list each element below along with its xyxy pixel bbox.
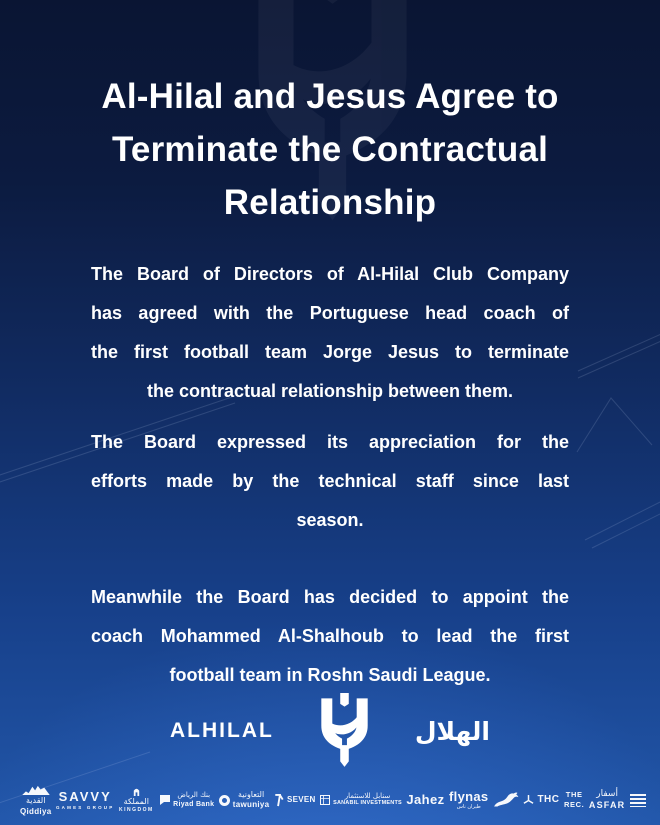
paragraph-1 xyxy=(91,255,569,411)
sponsor-seven xyxy=(274,794,316,807)
paragraph-line: has agreed with the Portuguese head coach of xyxy=(91,303,569,323)
sponsors-strip xyxy=(20,784,646,816)
paragraph-line: football team in Roshn Saudi League. xyxy=(169,665,491,685)
sponsor-label-en: SANABIL INVESTMENTS xyxy=(333,800,402,807)
sponsor-riyad-bank xyxy=(158,792,214,808)
sponsor-flynas xyxy=(449,790,488,811)
sponsor-label-en: KINGDOM xyxy=(118,807,154,814)
sponsor-sanabil xyxy=(320,793,402,807)
sponsor-label-en: ASFAR xyxy=(588,800,626,811)
sponsor-label-en: THC xyxy=(537,793,560,805)
paragraph-3 xyxy=(91,578,569,695)
paragraph-line: Meanwhile the Board has decided to appoint the xyxy=(91,587,569,607)
sponsor-label-en: flynas xyxy=(449,788,489,804)
sponsor-label-ar: بنك الرياض xyxy=(177,791,211,800)
club-lockup xyxy=(0,693,660,769)
striped-emblem-icon xyxy=(630,794,646,807)
headline xyxy=(20,70,640,229)
paragraph-line: The Board of Directors of Al-Hilal Club Company xyxy=(91,264,569,284)
tawuniya-ring-icon xyxy=(219,795,230,806)
sponsor-asfar xyxy=(589,790,626,811)
sponsor-label-ar: سنابل للاستثمار xyxy=(344,792,391,801)
alhilal-wordmark-ar: الهلال xyxy=(414,716,490,746)
body-copy xyxy=(91,255,569,695)
sponsor-puma xyxy=(493,792,519,809)
sponsor-label-en: tawuniya xyxy=(232,799,270,809)
paragraph-line: the contractual relationship between them. xyxy=(146,381,514,401)
thc-rotor-icon xyxy=(523,795,534,806)
sponsor-label-ar: طيران ناس xyxy=(456,804,481,811)
paragraph-line: efforts made by the technical staff since last xyxy=(91,471,569,491)
sponsor-label-ar: أسفار xyxy=(596,788,618,799)
sponsor-savvy-games xyxy=(56,790,114,811)
sponsor-label-en: SAVVY xyxy=(58,788,112,804)
paragraph-line: the first football team Jorge Jesus to terminate xyxy=(91,342,569,362)
seven-mark-icon xyxy=(274,794,284,807)
sponsor-label-en: THE xyxy=(565,789,583,799)
puma-cat-icon xyxy=(493,792,519,809)
sponsor-label-ar: القدية xyxy=(26,796,46,806)
sponsor-label-sub: REC. xyxy=(564,800,585,810)
qiddiya-skyline-icon xyxy=(22,784,50,795)
sponsor-jahez xyxy=(406,793,444,807)
kingdom-arch-icon xyxy=(132,787,141,796)
sponsor-label-en: SEVEN xyxy=(286,794,316,804)
sponsor-partner-emblem xyxy=(630,794,646,807)
paragraph-line: The Board expressed its appreciation for the xyxy=(91,432,569,452)
sponsor-label-en: Riyad Bank xyxy=(173,800,215,808)
sponsor-the-rec xyxy=(564,791,584,810)
paragraph-line: season. xyxy=(296,510,364,530)
sponsor-thc xyxy=(523,795,559,806)
alhilal-wordmark-en: ALHILAL xyxy=(170,719,274,742)
sponsor-label-en: Jahez xyxy=(406,792,445,808)
headline-line: Terminate the Contractual xyxy=(111,130,549,169)
sanabil-grid-icon xyxy=(320,795,330,805)
riyad-bank-flag-icon xyxy=(158,795,170,805)
sponsor-label-ar: المملكة xyxy=(123,796,149,806)
paragraph-2 xyxy=(91,423,569,540)
sponsor-kingdom-holding xyxy=(119,787,154,814)
headline-line: Al-Hilal and Jesus Agree to xyxy=(101,77,559,116)
paragraph-line: coach Mohammed Al-Shalhoub to lead the first xyxy=(91,626,569,646)
headline-line: Relationship xyxy=(223,183,437,222)
sponsor-qiddiya xyxy=(20,784,51,816)
sponsor-label-en: Qiddiya xyxy=(20,806,52,816)
sponsor-label-sub: GAMES GROUP xyxy=(55,805,115,811)
sponsor-tawuniya xyxy=(219,791,270,809)
sponsor-label-ar: التعاونية xyxy=(238,790,265,800)
alhilal-crest-icon xyxy=(314,693,375,769)
